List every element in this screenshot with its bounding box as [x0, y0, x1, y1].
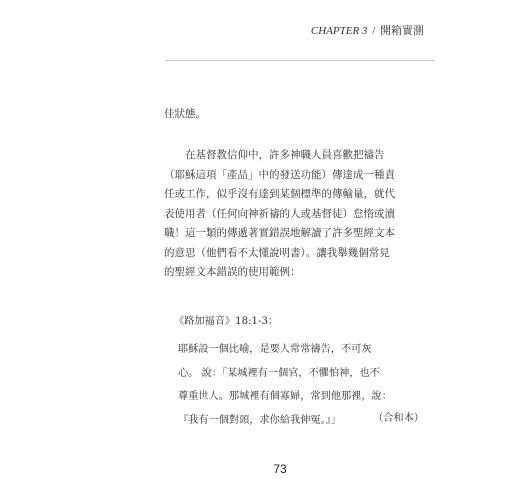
chapter-label: CHAPTER 3 — [310, 25, 368, 37]
header-separator: / — [372, 25, 376, 37]
running-header — [311, 22, 424, 38]
paragraph-line: 的聖經文本錯誤的使用範例： — [164, 266, 301, 278]
paragraph-1 — [164, 104, 444, 124]
quote-line: 『我有一個對頭，求你給我伸冤。』」 — [178, 414, 341, 426]
paragraph-line: 的意思（他們看不太懂說明書）。讓我舉幾個常見 — [164, 246, 390, 259]
paragraph-2 — [164, 146, 444, 283]
translation-source: （合和本） — [373, 413, 424, 424]
header-divider — [166, 60, 434, 61]
paragraph-line: 表使用者（任何向神祈禱的人或基督徒）怠惰或瀆 — [164, 207, 395, 220]
paragraph-line: 在基督教信仰中，許多神職人員喜歡把禱告 — [185, 149, 385, 161]
scripture-reference: 《路加福音》18:1-3： — [174, 316, 279, 327]
quote-line: 心。 說：「某城裡有一個官，不懼怕神，也不 — [178, 367, 380, 379]
paragraph-line: （耶穌這項「產品」中的發送功能）傳達成一種責 — [164, 168, 395, 181]
paragraph-line: 任或工作，似乎沒有達到某個標準的傳輸量，就代 — [164, 188, 395, 200]
paragraph-line: 佳狀態。 — [164, 108, 206, 120]
page-number: 73 — [273, 462, 287, 476]
quote-line: 尊重世人。那城裡有個寡婦，常到他那裡，說： — [178, 391, 392, 402]
quote-line: 耶穌設一個比喻，是要人常常禱告，不可灰 — [178, 344, 372, 355]
chapter-title: 開箱實測 — [380, 25, 424, 37]
paragraph-line: 職！這一類的傳遞著實錯誤地解讀了許多聖經文本 — [164, 227, 395, 239]
